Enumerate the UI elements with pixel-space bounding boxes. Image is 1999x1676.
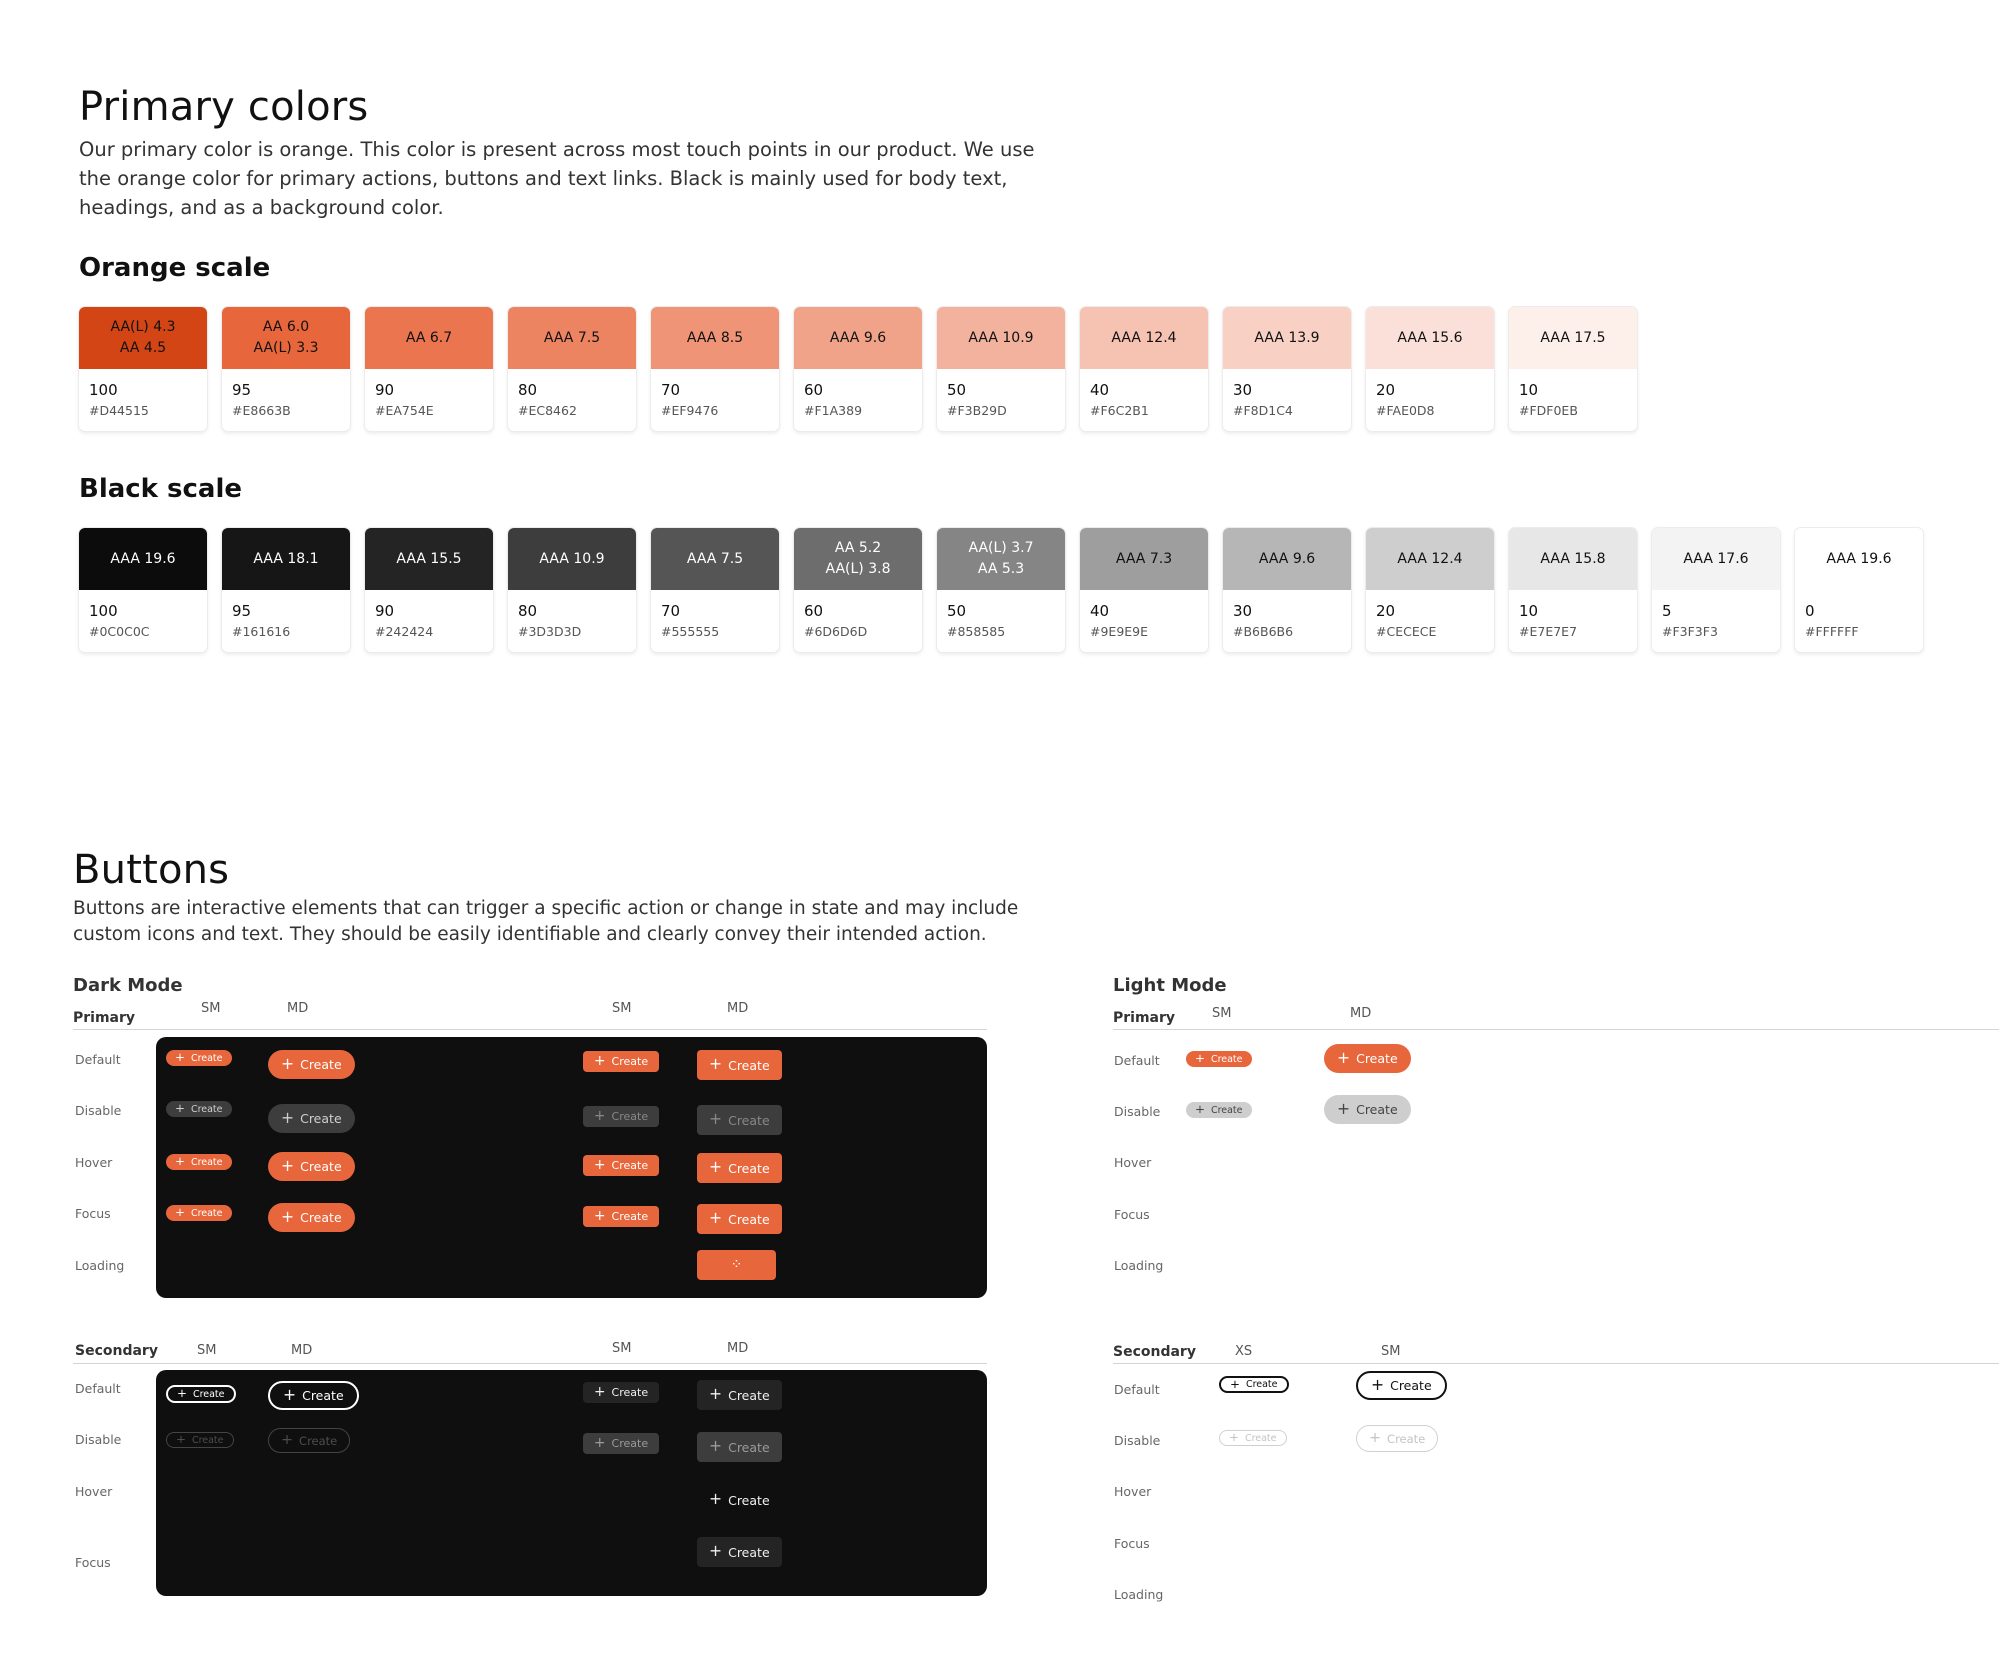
plus-icon: + <box>594 1156 606 1173</box>
color-swatch <box>1223 528 1351 590</box>
contrast-label-secondary: AA 5.3 <box>977 561 1025 577</box>
swatch-hex: #CECECE <box>1376 624 1437 639</box>
color-swatch <box>1509 307 1637 369</box>
contrast-label: AAA 9.6 <box>829 329 887 346</box>
swatch-hex: #F6C2B1 <box>1090 403 1149 418</box>
button-label: Create <box>300 1210 342 1225</box>
create-button-secondary[interactable] <box>268 1381 359 1410</box>
color-swatch-card <box>1366 528 1494 652</box>
color-swatch-card <box>222 528 350 652</box>
dark-secondary-row-focus: Focus <box>75 1555 111 1570</box>
create-button-secondary-disabled[interactable] <box>583 1433 659 1454</box>
color-swatch-card <box>1080 307 1208 431</box>
create-button-hover[interactable] <box>583 1155 659 1176</box>
plus-icon: + <box>1229 1430 1239 1445</box>
color-swatch-card <box>1652 528 1780 652</box>
swatch-step: 5 <box>1662 602 1672 620</box>
create-button-disabled[interactable] <box>583 1106 659 1127</box>
create-button-secondary-hover[interactable] <box>697 1485 782 1515</box>
create-button[interactable] <box>1186 1051 1252 1067</box>
plus-icon: + <box>283 1385 297 1404</box>
swatch-step: 10 <box>1519 381 1539 399</box>
swatch-hex: #F1A389 <box>804 403 863 418</box>
color-swatch-card <box>1795 528 1923 652</box>
create-button[interactable] <box>268 1050 355 1079</box>
plus-icon: + <box>281 1156 295 1175</box>
button-label: Create <box>192 1388 225 1400</box>
orange-scale-title: Orange scale <box>79 253 271 283</box>
dark-primary-col-md-rect: MD <box>727 1001 749 1016</box>
light-primary-row-loading: Loading <box>1114 1258 1164 1273</box>
button-label: Create <box>1356 1051 1398 1066</box>
dark-primary-col-sm-rect: SM <box>612 1001 632 1016</box>
color-swatch <box>79 528 207 590</box>
dark-secondary-col-sm-rect: SM <box>612 1341 632 1356</box>
swatch-step: 100 <box>89 602 118 620</box>
color-swatch-card <box>1509 307 1637 431</box>
plus-icon: + <box>594 1207 606 1224</box>
light-secondary-label: Secondary <box>1113 1344 1196 1360</box>
color-swatch-card <box>937 528 1065 652</box>
button-label: Create <box>611 1110 649 1123</box>
button-label: Create <box>611 1210 649 1223</box>
swatch-step: 30 <box>1233 381 1253 399</box>
create-button[interactable] <box>166 1050 232 1066</box>
contrast-label: AAA 7.5 <box>543 329 601 346</box>
color-swatch <box>79 307 207 369</box>
color-swatch <box>1366 528 1494 590</box>
plus-icon: + <box>709 1385 723 1404</box>
color-swatch-card <box>794 307 922 431</box>
swatch-step: 60 <box>804 381 824 399</box>
swatch-hex: #F3F3F3 <box>1662 624 1718 639</box>
contrast-label: AAA 19.6 <box>1826 550 1892 567</box>
swatch-hex: #B6B6B6 <box>1233 624 1294 639</box>
contrast-label: AA 6.7 <box>405 329 453 346</box>
dark-secondary-row-default: Default <box>75 1381 121 1396</box>
button-label: Create <box>728 1387 770 1403</box>
create-button-focus[interactable] <box>166 1205 232 1221</box>
button-label: Create <box>300 1159 342 1174</box>
color-swatch <box>794 528 922 590</box>
plus-icon: + <box>709 1158 723 1177</box>
button-label: Create <box>1210 1104 1243 1116</box>
swatch-hex: #858585 <box>947 624 1006 639</box>
button-label: Create <box>190 1156 223 1168</box>
color-swatch-card <box>651 528 779 652</box>
black-scale-title: Black scale <box>79 474 243 504</box>
create-button-disabled[interactable] <box>697 1105 782 1135</box>
plus-icon: + <box>709 1055 723 1074</box>
dark-primary-row-disable: Disable <box>75 1103 122 1118</box>
plus-icon: + <box>281 1108 295 1127</box>
plus-icon: + <box>709 1437 723 1456</box>
contrast-label: AAA 12.4 <box>1111 329 1177 346</box>
light-primary-label: Primary <box>1113 1010 1176 1026</box>
light-primary-col-md: MD <box>1350 1006 1372 1021</box>
swatch-hex: #9E9E9E <box>1090 624 1149 639</box>
button-label: Create <box>302 1388 344 1403</box>
swatch-hex: #F8D1C4 <box>1233 403 1293 418</box>
contrast-label: AA(L) 3.7 <box>968 540 1034 556</box>
create-button-secondary-disabled[interactable] <box>166 1432 234 1448</box>
button-label: Create <box>611 1386 649 1399</box>
contrast-label-secondary: AA(L) 3.8 <box>825 561 891 577</box>
swatch-step: 40 <box>1090 602 1110 620</box>
swatch-step: 20 <box>1376 602 1396 620</box>
create-button[interactable] <box>583 1051 659 1072</box>
create-button-disabled[interactable] <box>166 1101 232 1117</box>
swatch-step: 50 <box>947 602 967 620</box>
dark-secondary-divider <box>73 1363 987 1364</box>
plus-icon: + <box>709 1110 723 1129</box>
contrast-label: AAA 7.5 <box>686 550 744 567</box>
dark-secondary-panel <box>156 1370 987 1596</box>
light-mode-title: Light Mode <box>1113 975 1227 996</box>
swatch-step: 95 <box>232 381 252 399</box>
buttons-description: Buttons are interactive elements that can trigger a specific action or change in state and may include custom icons and text. They should be easily identifiable and clearly convey their intended action. <box>73 898 1019 945</box>
color-swatch-card <box>365 528 493 652</box>
swatch-step: 80 <box>518 381 538 399</box>
create-button-secondary-disabled[interactable] <box>1356 1425 1438 1452</box>
swatch-step: 95 <box>232 602 252 620</box>
plus-icon: + <box>709 1209 723 1228</box>
swatch-step: 50 <box>947 381 967 399</box>
swatch-step: 40 <box>1090 381 1110 399</box>
plus-icon: + <box>1337 1048 1351 1067</box>
create-button-hover[interactable] <box>268 1152 355 1181</box>
color-swatch <box>222 307 350 369</box>
swatch-step: 100 <box>89 381 118 399</box>
contrast-label: AAA 7.3 <box>1115 550 1173 567</box>
dark-primary-row-hover: Hover <box>75 1155 113 1170</box>
dark-secondary-row-disable: Disable <box>75 1432 122 1447</box>
contrast-label-secondary: AA 4.5 <box>119 340 167 356</box>
light-secondary-row-default: Default <box>1114 1382 1160 1397</box>
color-swatch <box>937 307 1065 369</box>
plus-icon: + <box>594 1107 606 1124</box>
swatch-step: 70 <box>661 381 681 399</box>
contrast-label: AAA 17.5 <box>1540 329 1606 346</box>
section-title-buttons: Buttons <box>73 847 230 893</box>
color-swatch-card <box>651 307 779 431</box>
swatch-hex: #FFFFFF <box>1805 624 1859 639</box>
dark-primary-col-md: MD <box>287 1001 309 1016</box>
contrast-label: AAA 15.5 <box>396 550 462 567</box>
button-label: Create <box>728 1211 770 1227</box>
plus-icon: + <box>175 1154 185 1169</box>
contrast-label: AAA 18.1 <box>253 550 319 567</box>
dark-primary-panel <box>156 1037 987 1298</box>
swatch-hex: #3D3D3D <box>518 624 582 639</box>
color-swatch <box>365 307 493 369</box>
create-button-disabled[interactable] <box>268 1104 355 1133</box>
contrast-label: AAA 12.4 <box>1397 550 1463 567</box>
light-secondary-col-xs: XS <box>1235 1344 1253 1359</box>
button-label: Create <box>611 1437 649 1450</box>
button-label: Create <box>728 1492 770 1508</box>
light-primary-row-focus: Focus <box>1114 1207 1150 1222</box>
plus-icon: + <box>176 1432 186 1447</box>
color-swatch <box>1509 528 1637 590</box>
color-swatch-card <box>79 307 207 431</box>
color-swatch-card <box>508 307 636 431</box>
loading-button[interactable] <box>697 1250 776 1280</box>
color-swatch-card <box>1223 528 1351 652</box>
color-swatch <box>1223 307 1351 369</box>
button-label: Create <box>728 1439 770 1455</box>
contrast-label: AAA 19.6 <box>110 550 176 567</box>
contrast-label: AAA 15.8 <box>1540 550 1606 567</box>
contrast-label: AA(L) 4.3 <box>110 319 176 335</box>
plus-icon: + <box>1195 1102 1205 1117</box>
create-button-secondary-focus[interactable] <box>697 1537 782 1567</box>
dark-primary-col-sm: SM <box>201 1001 221 1016</box>
dark-primary-row-loading: Loading <box>75 1258 125 1273</box>
button-label: Create <box>190 1103 223 1115</box>
swatch-hex: #EC8462 <box>518 403 577 418</box>
swatch-hex: #FDF0EB <box>1519 403 1578 418</box>
spinner-icon: ⁘ <box>730 1257 743 1273</box>
plus-icon: + <box>281 1432 294 1449</box>
color-swatch <box>1652 528 1780 590</box>
light-secondary-divider <box>1113 1363 1999 1364</box>
button-label: Create <box>1245 1379 1278 1390</box>
color-swatch-card <box>1223 307 1351 431</box>
create-button[interactable] <box>1324 1044 1411 1073</box>
button-label: Create <box>190 1052 223 1064</box>
contrast-label: AAA 15.6 <box>1397 329 1463 346</box>
button-label: Create <box>1390 1378 1432 1393</box>
dark-mode-title: Dark Mode <box>73 975 183 996</box>
swatch-step: 0 <box>1805 602 1815 620</box>
swatch-step: 80 <box>518 602 538 620</box>
button-label: Create <box>1387 1431 1426 1446</box>
section-title-primary-colors: Primary colors <box>79 84 369 130</box>
button-label: Create <box>1356 1102 1398 1117</box>
swatch-hex: #EA754E <box>375 403 434 418</box>
color-swatch-card <box>937 307 1065 431</box>
contrast-label: AAA 10.9 <box>539 550 605 567</box>
light-primary-row-default: Default <box>1114 1053 1160 1068</box>
plus-icon: + <box>1371 1375 1385 1394</box>
plus-icon: + <box>175 1101 185 1116</box>
color-swatch <box>508 307 636 369</box>
light-secondary-row-hover: Hover <box>1114 1484 1152 1499</box>
color-swatch-card <box>1509 528 1637 652</box>
contrast-label: AA 5.2 <box>834 540 882 556</box>
light-primary-col-sm: SM <box>1212 1006 1232 1021</box>
color-swatch-card <box>1366 307 1494 431</box>
dark-secondary-col-md-rect: MD <box>727 1341 749 1356</box>
swatch-step: 30 <box>1233 602 1253 620</box>
plus-icon: + <box>177 1386 187 1401</box>
light-primary-row-hover: Hover <box>1114 1155 1152 1170</box>
light-primary-divider <box>1113 1029 1999 1030</box>
color-swatch-card <box>508 528 636 652</box>
button-label: Create <box>300 1057 342 1072</box>
button-label: Create <box>299 1433 338 1448</box>
primary-colors-description: Our primary color is orange. This color is present across most touch points in our product. We use the orange color for primary actions, buttons and text links. Black is mainly used for body text, headings, and as a background color. <box>79 138 1035 219</box>
color-swatch <box>1080 528 1208 590</box>
dark-secondary-row-hover: Hover <box>75 1484 113 1499</box>
create-button-secondary-disabled[interactable] <box>1219 1430 1287 1446</box>
swatch-step: 60 <box>804 602 824 620</box>
dark-secondary-col-md: MD <box>291 1343 313 1358</box>
contrast-label: AAA 13.9 <box>1254 329 1320 346</box>
plus-icon: + <box>281 1054 295 1073</box>
color-swatch <box>365 528 493 590</box>
plus-icon: + <box>709 1542 723 1561</box>
color-swatch <box>651 528 779 590</box>
swatch-hex: #6D6D6D <box>804 624 868 639</box>
plus-icon: + <box>594 1434 606 1451</box>
button-label: Create <box>728 1112 770 1128</box>
swatch-step: 20 <box>1376 381 1396 399</box>
swatch-hex: #E8663B <box>232 403 291 418</box>
create-button-secondary-disabled[interactable] <box>268 1428 350 1453</box>
plus-icon: + <box>594 1383 606 1400</box>
swatch-hex: #161616 <box>232 624 291 639</box>
create-button-disabled[interactable] <box>1186 1102 1252 1118</box>
color-swatch <box>508 528 636 590</box>
swatch-hex: #D44515 <box>89 403 149 418</box>
light-secondary-col-sm: SM <box>1381 1344 1401 1359</box>
color-swatch-card <box>1080 528 1208 652</box>
orange-scale-swatches <box>79 307 1637 431</box>
contrast-label: AAA 9.6 <box>1258 550 1316 567</box>
create-button-secondary-disabled[interactable] <box>697 1432 782 1462</box>
plus-icon: + <box>1369 1430 1382 1447</box>
swatch-hex: #242424 <box>375 624 434 639</box>
contrast-label: AAA 8.5 <box>686 329 744 346</box>
plus-icon: + <box>594 1052 606 1069</box>
button-label: Create <box>728 1544 770 1560</box>
swatch-hex: #FAE0D8 <box>1376 403 1435 418</box>
contrast-label: AAA 10.9 <box>968 329 1034 346</box>
color-swatch <box>937 528 1065 590</box>
plus-icon: + <box>175 1205 185 1220</box>
button-label: Create <box>300 1111 342 1126</box>
button-label: Create <box>728 1057 770 1073</box>
color-swatch-card <box>222 307 350 431</box>
create-button-focus[interactable] <box>583 1206 659 1227</box>
swatch-hex: #E7E7E7 <box>1519 624 1578 639</box>
button-label: Create <box>611 1055 649 1068</box>
dark-secondary-col-sm: SM <box>197 1343 217 1358</box>
light-secondary-row-loading: Loading <box>1114 1587 1164 1602</box>
dark-primary-row-focus: Focus <box>75 1206 111 1221</box>
button-label: Create <box>728 1160 770 1176</box>
color-swatch <box>1080 307 1208 369</box>
button-label: Create <box>190 1207 223 1219</box>
plus-icon: + <box>1337 1099 1351 1118</box>
create-button-secondary[interactable] <box>1356 1371 1447 1400</box>
swatch-step: 10 <box>1519 602 1539 620</box>
swatch-step: 70 <box>661 602 681 620</box>
swatch-hex: #EF9476 <box>661 403 719 418</box>
plus-icon: + <box>1230 1376 1240 1391</box>
create-button[interactable] <box>697 1050 782 1080</box>
black-scale-swatches <box>79 528 1923 652</box>
create-button-secondary[interactable] <box>583 1382 659 1403</box>
create-button-secondary[interactable] <box>1219 1376 1289 1393</box>
dark-primary-divider <box>73 1029 987 1030</box>
create-button-focus[interactable] <box>697 1204 782 1234</box>
dark-secondary-label: Secondary <box>75 1343 158 1359</box>
create-button-focus[interactable] <box>268 1203 355 1232</box>
create-button-secondary[interactable] <box>166 1385 236 1403</box>
light-primary-row-disable: Disable <box>1114 1104 1161 1119</box>
create-button-hover[interactable] <box>697 1153 782 1183</box>
contrast-label-secondary: AA(L) 3.3 <box>253 340 319 356</box>
color-swatch <box>651 307 779 369</box>
light-secondary-row-disable: Disable <box>1114 1433 1161 1448</box>
color-swatch <box>1366 307 1494 369</box>
swatch-hex: #0C0C0C <box>89 624 150 639</box>
create-button-disabled[interactable] <box>1324 1095 1411 1124</box>
button-label: Create <box>1244 1432 1277 1444</box>
plus-icon: + <box>281 1207 295 1226</box>
button-label: Create <box>1210 1053 1243 1065</box>
contrast-label: AA 6.0 <box>262 319 310 335</box>
color-swatch <box>222 528 350 590</box>
color-swatch <box>794 307 922 369</box>
create-button-secondary[interactable] <box>697 1380 782 1410</box>
plus-icon: + <box>709 1490 723 1509</box>
color-swatch-card <box>79 528 207 652</box>
dark-primary-label: Primary <box>73 1010 136 1026</box>
swatch-step: 90 <box>375 381 395 399</box>
swatch-hex: #555555 <box>661 624 720 639</box>
create-button-hover[interactable] <box>166 1154 232 1170</box>
swatch-step: 90 <box>375 602 395 620</box>
swatch-hex: #F3B29D <box>947 403 1007 418</box>
contrast-label: AAA 17.6 <box>1683 550 1749 567</box>
plus-icon: + <box>175 1050 185 1065</box>
dark-primary-row-default: Default <box>75 1052 121 1067</box>
plus-icon: + <box>1195 1051 1205 1066</box>
color-swatch-card <box>794 528 922 652</box>
light-secondary-row-focus: Focus <box>1114 1536 1150 1551</box>
color-swatch-card <box>365 307 493 431</box>
button-label: Create <box>191 1434 224 1446</box>
color-swatch <box>1795 528 1923 590</box>
button-label: Create <box>611 1159 649 1172</box>
